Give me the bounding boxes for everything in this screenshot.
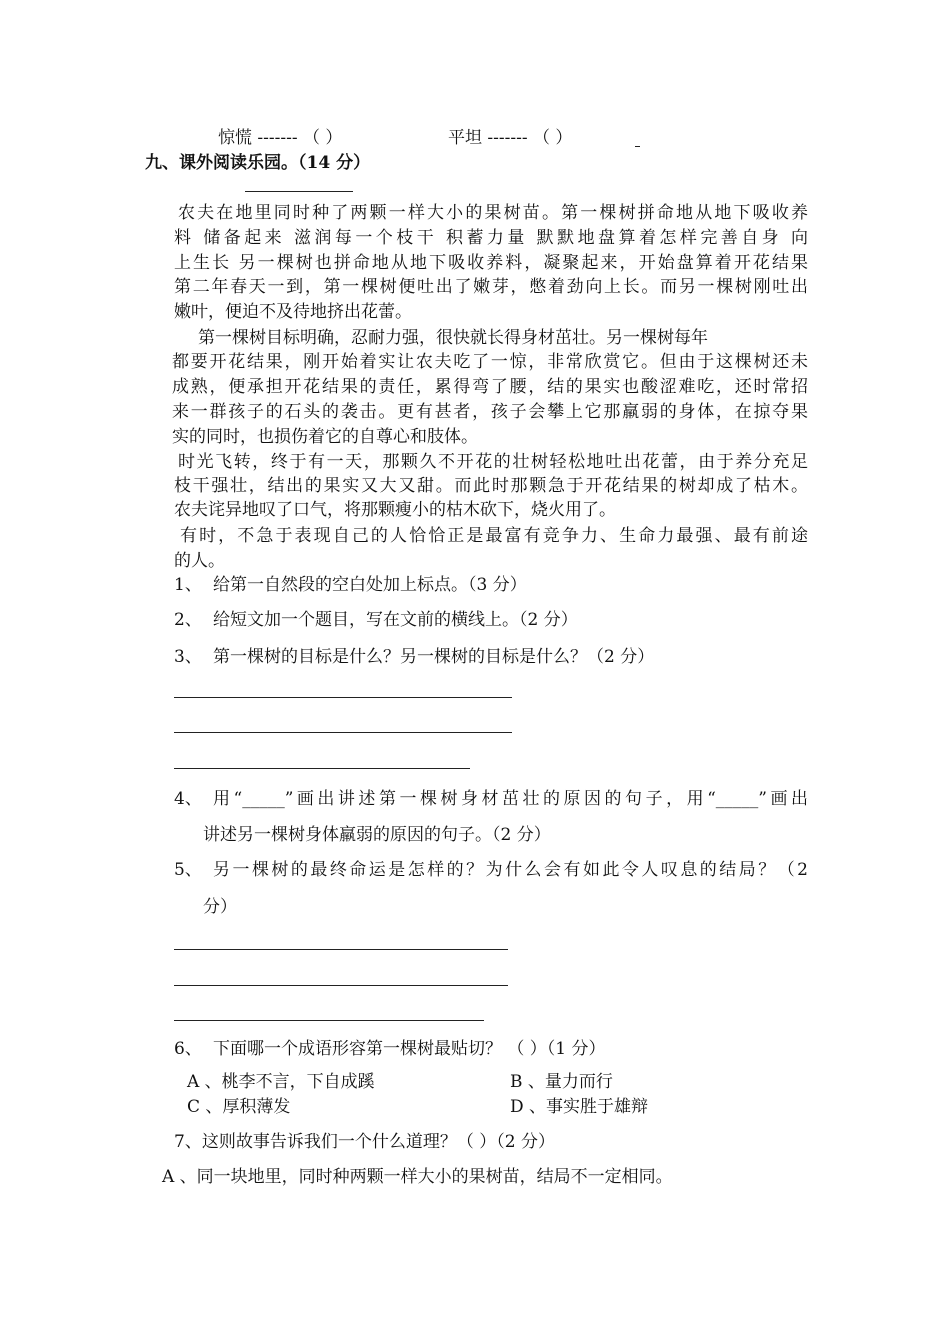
question-6-option-b: B 、量力而行: [510, 1072, 613, 1092]
question-1-text: 给第一自然段的空白处加上标点。（3 分）: [213, 575, 527, 595]
passage-p2-line2: 都要开花结果，刚开始着实让农夫吃了一惊，非常欣赏它。但由于这棵树还未: [172, 352, 808, 372]
answer-line-q5-1: [174, 949, 508, 950]
passage-p2-line3: 成熟，便承担开花结果的责任，累得弯了腰，结的果实也酸涩难吃，还时常招: [172, 377, 808, 397]
passage-p3-line2: 枝干强壮，结出的果实又大又甜。而此时那颗急于开花结果的树却成了枯木。: [174, 476, 808, 496]
question-2-text: 给短文加一个题目，写在文前的横线上。（2 分）: [213, 610, 578, 630]
question-6-number: 6、: [174, 1039, 202, 1059]
passage-p4-line2: 的人。: [174, 551, 225, 571]
section-title: 九、课外阅读乐园。（14 分）: [145, 153, 371, 173]
title-blank-line: [245, 191, 353, 192]
question-6-option-d: D 、事实胜于雄辩: [510, 1097, 649, 1117]
question-2-number: 2、: [174, 610, 202, 630]
question-6-option-c: C 、厚积薄发: [187, 1097, 291, 1117]
question-7-text: 7、这则故事告诉我们一个什么道理？（ ）（2 分）: [174, 1132, 555, 1152]
answer-line-q3-2: [174, 732, 512, 733]
stray-mark: [635, 146, 640, 147]
question-4-line2: 讲述另一棵树身体羸弱的原因的句子。（2 分）: [203, 825, 551, 845]
passage-p1-line3: 上生长 另一棵树也拼命地从地下吸收养料，凝聚起来，开始盘算着开花结果: [174, 253, 808, 273]
passage-p1-line2: 料 储备起来 滋润每一个枝干 积蓄力量 默默地盘算着怎样完善自身 向: [174, 228, 808, 248]
question-6-option-a: A 、桃李不言，下自成蹊: [187, 1072, 375, 1092]
question-3-text: 第一棵树的目标是什么？另一棵树的目标是什么？（2 分）: [213, 647, 655, 667]
passage-p2-line5: 实的同时，也损伤着它的自尊心和肢体。: [172, 427, 478, 447]
question-5-line1: 另一棵树的最终命运是怎样的？为什么会有如此令人叹息的结局？（2: [213, 860, 808, 880]
question-5-line2: 分）: [203, 897, 237, 917]
passage-p4-line1: 有时，不急于表现自己的人恰恰正是最富有竞争力、生命力最强、最有前途: [180, 526, 808, 546]
passage-p2-line4: 来一群孩子的石头的袭击。更有甚者，孩子会攀上它那羸弱的身体，在掠夺果: [172, 402, 808, 422]
question-1-number: 1、: [174, 575, 202, 595]
passage-p2-line1: 第一棵树目标明确，忍耐力强，很快就长得身材茁壮。另一棵树每年: [198, 328, 708, 348]
passage-p3-line3: 农夫诧异地叹了口气，将那颗瘦小的枯木砍下，烧火用了。: [174, 500, 616, 520]
question-5-number: 5、: [174, 860, 202, 880]
question-7-option-a: A 、同一块地里，同时种两颗一样大小的果树苗，结局不一定相同。: [162, 1167, 673, 1187]
question-6-text: 下面哪一个成语形容第一棵树最贴切？ （ ）（1 分）: [213, 1039, 606, 1059]
passage-p3-line1: 时光飞转，终于有一天，那颗久不开花的壮树轻松地吐出花蕾，由于养分充足: [178, 452, 808, 472]
answer-line-q3-1: [174, 697, 512, 698]
question-4-line1: 用“_____”画出讲述第一棵树身材茁壮的原因的句子，用“_____”画出: [213, 789, 808, 809]
answer-line-q5-2: [174, 985, 508, 986]
passage-p1-line1: 农夫在地里同时种了两颗一样大小的果树苗。第一棵树拼命地从地下吸收养: [178, 203, 808, 223]
passage-p1-line5: 嫩叶，便迫不及待地挤出花蕾。: [174, 302, 412, 322]
question-3-number: 3、: [174, 647, 202, 667]
answer-line-q3-3: [174, 768, 470, 769]
question-4-number: 4、: [174, 789, 202, 809]
answer-line-q5-3: [174, 1020, 484, 1021]
passage-p1-line4: 第二年春天一到，第一棵树便吐出了嫩芽，憋着劲向上长。而另一棵树刚吐出: [174, 277, 808, 297]
word-pair-1: 惊慌 ------- （ ）: [218, 128, 343, 148]
word-pair-2: 平坦 ------- （ ）: [448, 128, 573, 148]
